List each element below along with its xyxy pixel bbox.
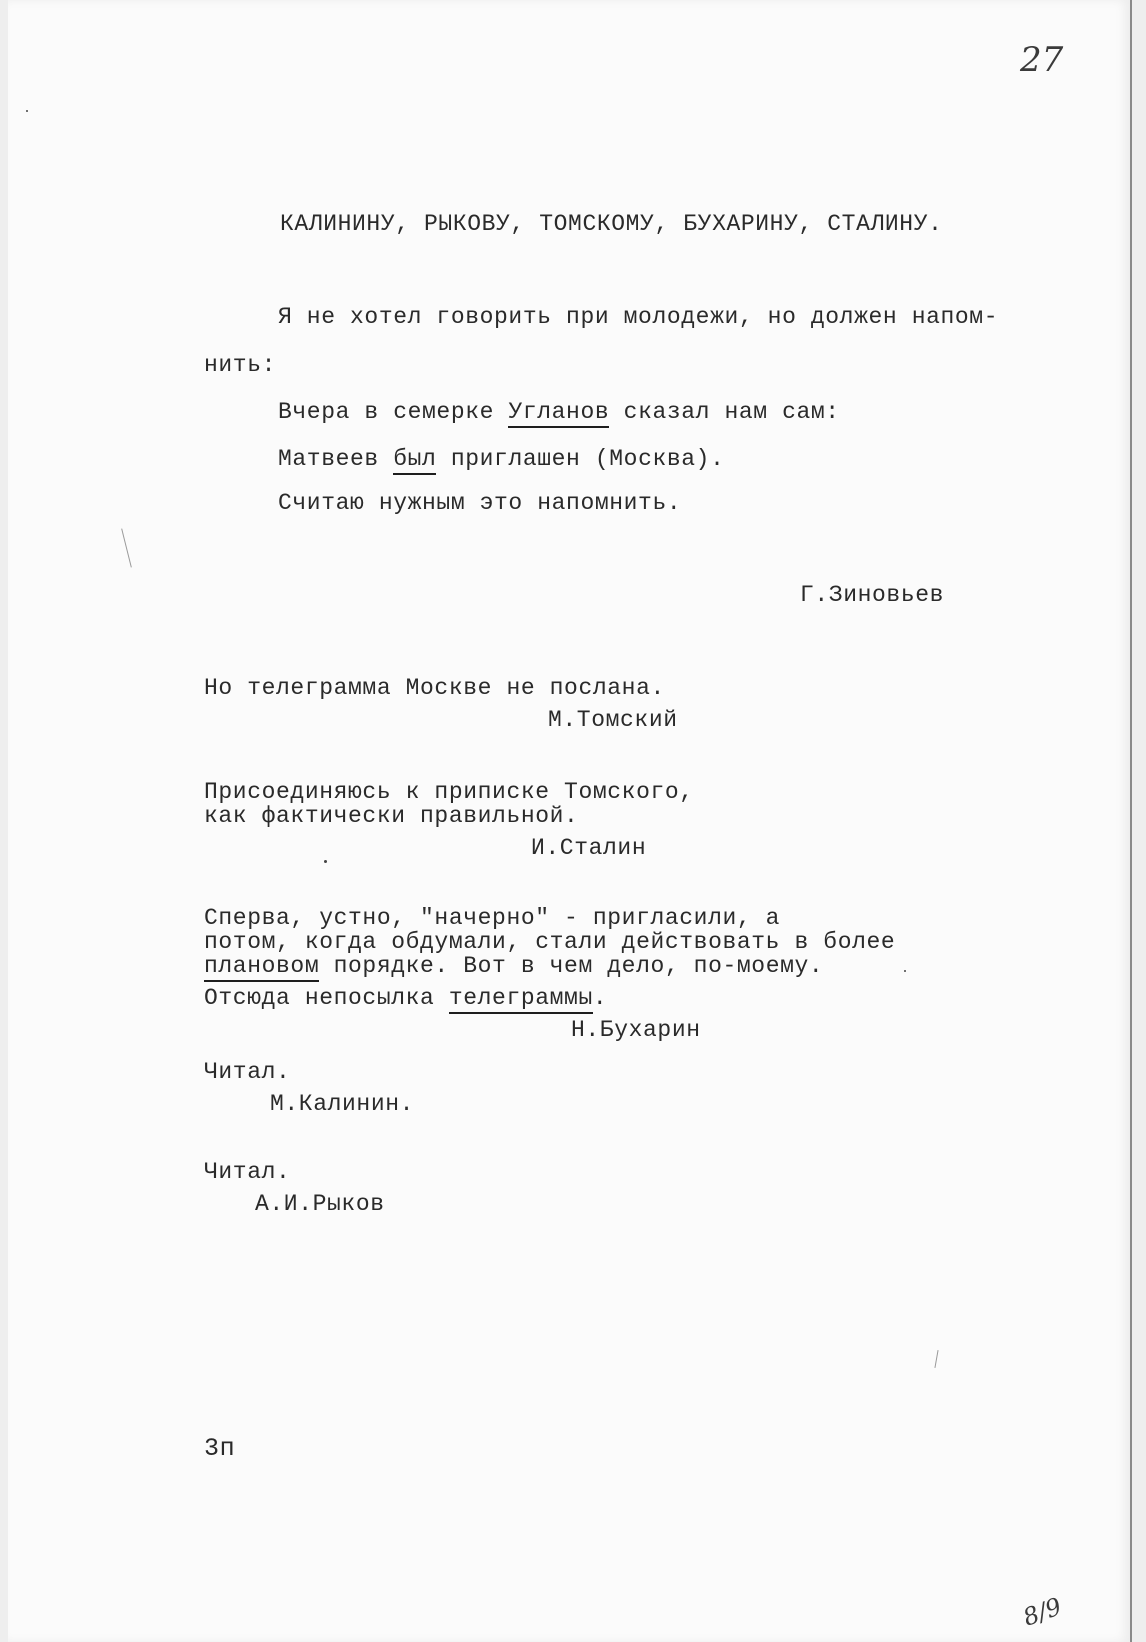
kalinin-signature: М.Калинин.: [270, 1091, 415, 1117]
scan-speck: [26, 110, 28, 112]
stalin-note-line-2: как фактически правильной.: [204, 803, 579, 829]
zinoviev-signature: Г.Зиновьев: [800, 582, 945, 608]
rykov-read-label: Читал.: [204, 1159, 291, 1185]
underlined-telegrammy: телеграммы: [449, 985, 593, 1014]
scan-scratch: [934, 1350, 938, 1368]
zinoviev-line-1: Я не хотел говорить при молодежи, но должен напом-: [278, 304, 999, 330]
underlined-uglanov: Угланов: [508, 399, 609, 428]
zinoviev-line-4-start: Матвеев: [278, 446, 394, 472]
zinoviev-line-4: [278, 447, 724, 472]
tomsky-signature: М.Томский: [548, 707, 678, 733]
bukharin-note-line-2: потом, когда обдумали, стали действовать в более: [204, 929, 896, 955]
scan-scratch: [121, 528, 132, 567]
underlined-planovom: плановом: [204, 953, 319, 982]
zinoviev-line-3-start: Вчера в семерке: [278, 399, 509, 425]
zinoviev-line-3: [278, 400, 840, 425]
bukharin-line-3-end: порядке. Вот в чем дело, по-моему.: [319, 953, 824, 979]
zinoviev-line-2: нить:: [204, 352, 277, 378]
folio-number: 27: [1020, 40, 1064, 80]
scan-speck: [324, 860, 327, 863]
kalinin-read-label: Читал.: [204, 1059, 291, 1085]
rykov-signature: А.И.Рыков: [255, 1191, 385, 1217]
zinoviev-line-5: Считаю нужным это напомнить.: [278, 490, 682, 516]
bukharin-note-line-3: [204, 954, 823, 979]
bukharin-signature: Н.Бухарин: [571, 1017, 701, 1043]
copy-mark: 3п: [204, 1434, 236, 1463]
stalin-note-line-1: Присоединяюсь к приписке Томского,: [204, 779, 694, 805]
zinoviev-line-4-end: приглашен (Москва).: [436, 446, 725, 472]
stalin-signature: И.Сталин: [531, 835, 647, 861]
bukharin-line-4-end: .: [592, 985, 608, 1011]
bukharin-line-4-start: Отсюда непосылка: [204, 985, 449, 1011]
bukharin-note-line-1: Сперва, устно, "начерно" - пригласили, а: [204, 905, 781, 931]
addressees-heading: КАЛИНИНУ, РЫКОВУ, ТОМСКОМУ, БУХАРИНУ, СТАЛИНУ.: [280, 211, 943, 237]
document-page: [8, 0, 1132, 1642]
tomsky-note-text: Но телеграмма Москве не послана.: [204, 675, 665, 701]
bukharin-note-line-4: [204, 986, 607, 1011]
underlined-byl: был: [393, 446, 436, 475]
archive-sheet-mark: 8/9: [1019, 1592, 1066, 1632]
zinoviev-line-3-end: сказал нам сам:: [609, 399, 840, 425]
scan-speck: [904, 970, 906, 972]
